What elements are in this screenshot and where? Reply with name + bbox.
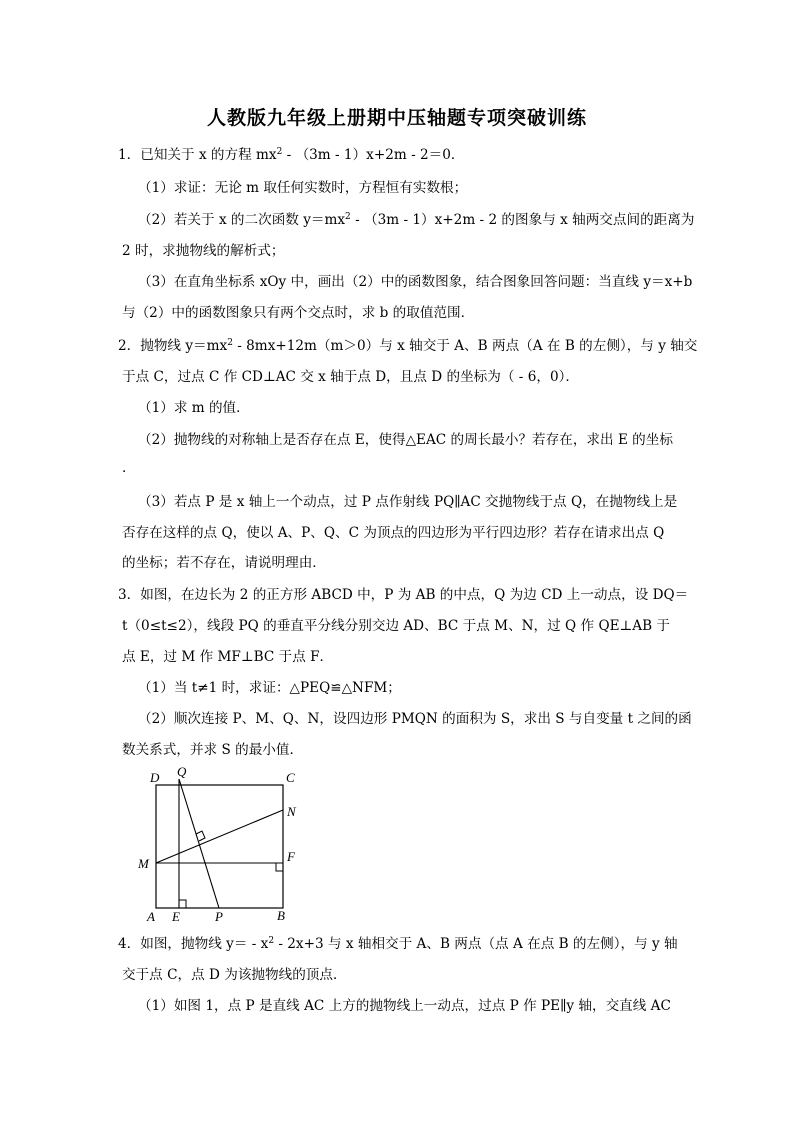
problem-text: （1）当 t≠1 时，求证：△PEQ≌△NFM； bbox=[138, 680, 401, 696]
label-q: Q bbox=[177, 764, 187, 779]
problem-text: - （3m - 1）x+2m - 2＝0． bbox=[282, 147, 465, 163]
problem-text: （2）若关于 x 的二次函数 y＝mx bbox=[138, 212, 346, 228]
superscript: 2 bbox=[268, 936, 275, 946]
problem-text: （1）求证：无论 m 取任何实数时，方程恒有实数根； bbox=[138, 180, 468, 196]
problem-text: 如图，在边长为 2 的正方形 ABCD 中，P 为 AB 的中点，Q 为边 CD 上一动点，设 DQ＝ bbox=[140, 587, 689, 603]
problem-text: - 2x+3 与 x 轴相交于 A、B 两点（点 A 在点 B 的左侧），与 y 轴 bbox=[274, 936, 678, 952]
problem-number: 2． bbox=[118, 338, 141, 354]
problem-text: 2 时，求抛物线的解析式； bbox=[122, 243, 285, 259]
problem-text: 交于点 C，点 D 为该抛物线的顶点． bbox=[122, 967, 347, 983]
problem-text: （3）在直角坐标系 xOy 中，画出（2）中的函数图象，结合图象回答问题：当直线 y＝x+b bbox=[138, 274, 693, 290]
problem-3 bbox=[118, 585, 688, 605]
right-angle-mark bbox=[179, 900, 186, 908]
problem-text: （1）求 m 的值． bbox=[138, 400, 250, 416]
problem-text: 数关系式，并求 S 的最小值． bbox=[122, 742, 304, 758]
label-e: E bbox=[172, 909, 180, 924]
label-f: F bbox=[287, 849, 295, 864]
segment-mn bbox=[156, 810, 283, 863]
problem-text: （2）抛物线的对称轴上是否存在点 E，使得△EAC 的周长最小？若存在，求出 E 的坐标 bbox=[138, 432, 673, 448]
superscript: 2 bbox=[227, 338, 233, 348]
problem-text: 于点 C，过点 C 作 CD⊥AC 交 x 轴于点 D，且点 D 的坐标为（ - 6，0）． bbox=[122, 369, 579, 385]
superscript: 2 bbox=[345, 212, 351, 222]
problem-text: 如图，抛物线 y＝ - x bbox=[140, 936, 269, 952]
problem-text: - （3m - 1）x+2m - 2 的图象与 x 轴两交点间的距离为 bbox=[350, 212, 695, 228]
problem-number: 4． bbox=[118, 936, 141, 952]
square-abcd bbox=[156, 785, 283, 908]
problem-1 bbox=[118, 145, 465, 165]
right-angle-mark bbox=[276, 863, 283, 871]
label-a: A bbox=[147, 909, 155, 924]
problem-text: （2）顺次连接 P、M、Q、N，设四边形 PMQN 的面积为 S，求出 S 与自变量 t 之间的函 bbox=[138, 711, 692, 727]
problem-text: 与（2）中的函数图象只有两个交点时，求 b 的取值范围． bbox=[122, 305, 475, 321]
page-title: 人教版九年级上册期中压轴题专项突破训练 bbox=[206, 107, 587, 129]
problem-text: 的坐标；若不存在，请说明理由． bbox=[122, 555, 326, 571]
problem-text: t（0≤t≤2），线段 PQ 的垂直平分线分别交边 AD、BC 于点 M、N，过 Q 作 QE⊥AB 于 bbox=[122, 618, 671, 634]
label-n: N bbox=[287, 804, 296, 819]
problem-text-line bbox=[138, 210, 694, 230]
label-c: C bbox=[286, 770, 295, 785]
superscript: 2 bbox=[276, 147, 283, 157]
problem-text: 点 E，过 M 作 MF⊥BC 于点 F． bbox=[122, 649, 334, 665]
problem-text: - 8mx+12m（m＞0）与 x 轴交于 A、B 两点（A 在 B 的左侧），与 y 轴交 bbox=[232, 338, 698, 354]
problem-text: 否存在这样的点 Q，使以 A、P、Q、C 为顶点的四边形为平行四边形？若存在请求出点 Q bbox=[122, 525, 665, 541]
label-b: B bbox=[277, 908, 285, 923]
problem-number: 1． bbox=[118, 147, 141, 163]
problem-text: 已知关于 x 的方程 mx bbox=[140, 147, 277, 163]
label-d: D bbox=[150, 770, 160, 785]
problem-text: （1）如图 1，点 P 是直线 AC 上方的抛物线上一动点，过点 P 作 PE∥y 轴，交直线 AC bbox=[138, 998, 671, 1014]
problem-4 bbox=[118, 934, 678, 954]
geometry-figure bbox=[135, 764, 305, 929]
label-m: M bbox=[138, 856, 149, 871]
label-p: P bbox=[215, 909, 223, 924]
segment-qp bbox=[179, 779, 219, 908]
problem-number: 3． bbox=[118, 587, 141, 603]
problem-2 bbox=[118, 336, 697, 356]
problem-text: 抛物线 y＝mx bbox=[140, 338, 228, 354]
problem-text: （3）若点 P 是 x 轴上一个动点，过 P 点作射线 PQ∥AC 交抛物线于点 Q，在抛物线上是 bbox=[138, 494, 678, 510]
problem-text: ． bbox=[122, 460, 136, 476]
